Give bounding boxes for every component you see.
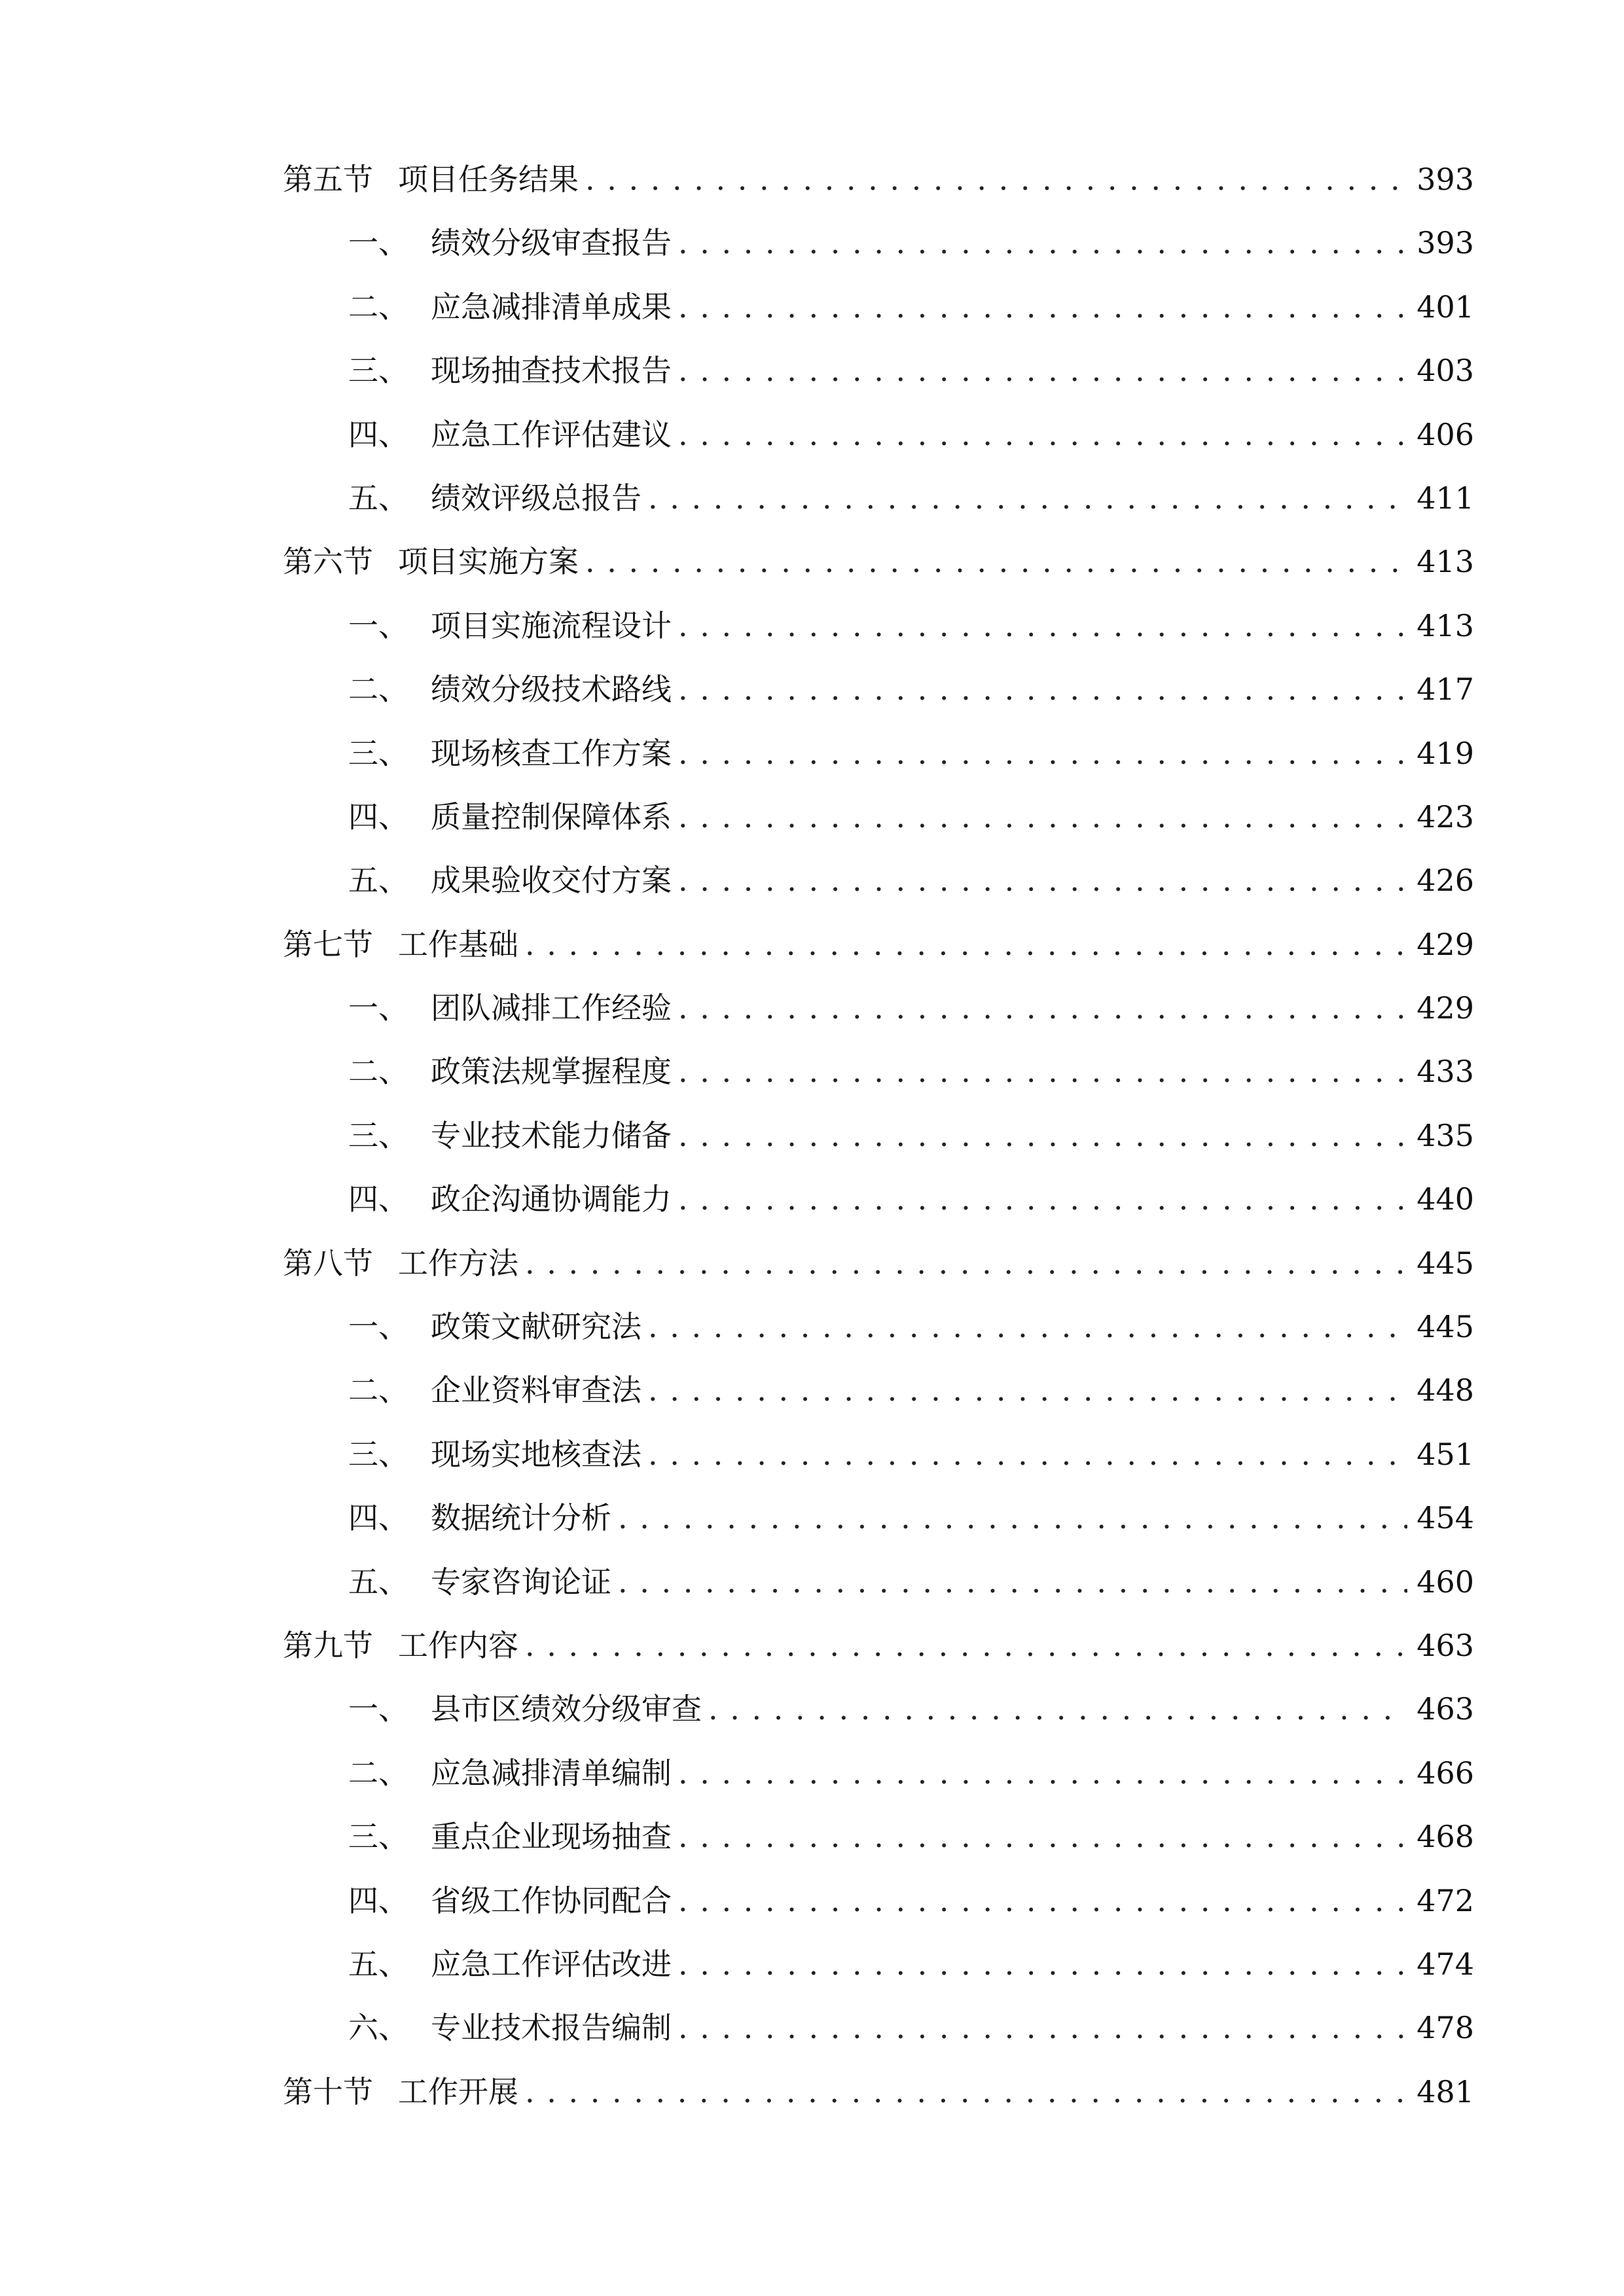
- toc-entry-title: 专业技术能力储备: [431, 1117, 672, 1153]
- dot-leader: [585, 530, 1407, 594]
- toc-entry-page: 448: [1416, 1372, 1474, 1408]
- toc-entry-page: 393: [1416, 225, 1474, 261]
- toc-entry-title: 数据统计分析: [431, 1500, 611, 1536]
- toc-entry-page: 440: [1416, 1181, 1474, 1217]
- dot-leader: [648, 1359, 1407, 1422]
- toc-entry[interactable]: [283, 1677, 1474, 1741]
- toc-entry-page: 413: [1416, 607, 1474, 643]
- dot-leader: [525, 913, 1407, 977]
- toc-entry-number: 二、: [348, 1755, 408, 1791]
- toc-entry-page: 413: [1416, 544, 1474, 580]
- toc-entry-number: 一、: [348, 1309, 408, 1345]
- dot-leader: [678, 658, 1407, 721]
- toc-entry[interactable]: [283, 148, 1474, 211]
- toc-entry[interactable]: [283, 276, 1474, 339]
- toc-entry-number: 五、: [348, 480, 408, 516]
- toc-entry[interactable]: [283, 211, 1474, 275]
- toc-entry-page: 417: [1416, 672, 1474, 708]
- toc-entry-title: 应急减排清单成果: [431, 289, 672, 325]
- dot-leader: [678, 1805, 1407, 1869]
- toc-entry-number: 四、: [348, 1500, 408, 1536]
- dot-leader: [678, 1869, 1407, 1933]
- toc-entry-number: 五、: [348, 1946, 408, 1982]
- toc-entry[interactable]: [283, 722, 1474, 785]
- toc-entry-title: 团队减排工作经验: [431, 990, 672, 1026]
- toc-entry[interactable]: [283, 1805, 1474, 1869]
- toc-entry[interactable]: [283, 1742, 1474, 1805]
- toc-entry-title: 应急工作评估改进: [431, 1946, 672, 1982]
- toc-entry[interactable]: [283, 1040, 1474, 1103]
- dot-leader: [678, 1996, 1407, 2060]
- toc-entry-page: 445: [1416, 1309, 1474, 1345]
- toc-entry-page: 393: [1416, 162, 1474, 197]
- toc-entry[interactable]: [283, 1423, 1474, 1486]
- toc-entry-number: 一、: [348, 1691, 408, 1727]
- dot-leader: [678, 722, 1407, 785]
- toc-entry-title: 现场抽查技术报告: [431, 353, 672, 389]
- toc-entry-title: 现场实地核查法: [431, 1436, 641, 1472]
- toc-entry[interactable]: [283, 339, 1474, 403]
- toc-entry[interactable]: [283, 1996, 1474, 2060]
- dot-leader: [678, 1933, 1407, 1996]
- dot-leader: [618, 1486, 1407, 1550]
- toc-entry-title: 企业资料审查法: [431, 1372, 641, 1408]
- toc-entry-title: 政企沟通协调能力: [431, 1181, 672, 1217]
- toc-entry-title: 专家咨询论证: [431, 1564, 611, 1600]
- toc-entry-page: 463: [1416, 1627, 1474, 1663]
- dot-leader: [678, 1104, 1407, 1168]
- dot-leader: [585, 148, 1407, 211]
- table-of-contents: [283, 148, 1474, 2124]
- toc-entry-page: 451: [1416, 1436, 1474, 1472]
- toc-entry-page: 478: [1416, 2010, 1474, 2046]
- toc-entry-number: 一、: [348, 225, 408, 261]
- toc-entry-page: 429: [1416, 990, 1474, 1026]
- toc-entry[interactable]: [283, 1295, 1474, 1359]
- toc-entry[interactable]: [283, 1168, 1474, 1231]
- toc-entry[interactable]: [283, 1933, 1474, 1996]
- toc-entry-title: 专业技术报告编制: [431, 2010, 672, 2046]
- toc-entry-page: 411: [1416, 480, 1474, 516]
- toc-entry-title: 应急工作评估建议: [431, 416, 672, 452]
- toc-entry[interactable]: [283, 1104, 1474, 1168]
- toc-entry-number: 四、: [348, 798, 408, 834]
- toc-entry[interactable]: [283, 594, 1474, 658]
- dot-leader: [678, 1742, 1407, 1805]
- toc-entry-number: 二、: [348, 672, 408, 708]
- toc-entry-page: 474: [1416, 1946, 1474, 1982]
- toc-entry-number: 第九节: [283, 1627, 373, 1663]
- toc-entry-page: 463: [1416, 1691, 1474, 1727]
- toc-entry-number: 二、: [348, 1054, 408, 1090]
- toc-entry-title: 应急减排清单编制: [431, 1755, 672, 1791]
- toc-entry-number: 第十节: [283, 2073, 373, 2109]
- toc-entry-page: 472: [1416, 1882, 1474, 1918]
- toc-entry-number: 三、: [348, 735, 408, 771]
- dot-leader: [678, 211, 1407, 275]
- toc-entry[interactable]: [283, 1486, 1474, 1550]
- toc-entry-page: 468: [1416, 1819, 1474, 1855]
- dot-leader: [648, 467, 1407, 530]
- dot-leader: [678, 849, 1407, 912]
- toc-entry-page: 460: [1416, 1564, 1474, 1600]
- toc-entry-title: 重点企业现场抽查: [431, 1819, 672, 1855]
- toc-entry-page: 445: [1416, 1245, 1474, 1281]
- toc-entry-title: 政策文献研究法: [431, 1309, 641, 1345]
- toc-entry-number: 二、: [348, 1372, 408, 1408]
- toc-entry[interactable]: [283, 1614, 1474, 1677]
- dot-leader: [678, 594, 1407, 658]
- dot-leader: [525, 1232, 1407, 1295]
- dot-leader: [678, 276, 1407, 339]
- toc-entry-title: 绩效评级总报告: [431, 480, 641, 516]
- toc-entry-number: 六、: [348, 2010, 408, 2046]
- toc-entry-page: 435: [1416, 1117, 1474, 1153]
- toc-entry[interactable]: [283, 658, 1474, 721]
- toc-entry-page: 406: [1416, 416, 1474, 452]
- toc-entry-number: 三、: [348, 1436, 408, 1472]
- toc-entry-number: 二、: [348, 289, 408, 325]
- toc-entry[interactable]: [283, 1359, 1474, 1422]
- toc-entry-title: 工作基础: [398, 926, 518, 962]
- dot-leader: [678, 339, 1407, 403]
- toc-entry-number: 三、: [348, 353, 408, 389]
- toc-entry-title: 工作方法: [398, 1245, 518, 1281]
- dot-leader: [525, 1614, 1407, 1677]
- toc-entry-page: 419: [1416, 735, 1474, 771]
- toc-entry[interactable]: [283, 785, 1474, 849]
- toc-entry[interactable]: [283, 2060, 1474, 2124]
- toc-entry-number: 第八节: [283, 1245, 373, 1281]
- toc-entry-title: 项目实施方案: [398, 544, 579, 580]
- toc-entry-page: 433: [1416, 1054, 1474, 1090]
- toc-entry-number: 三、: [348, 1117, 408, 1153]
- toc-entry-number: 四、: [348, 1882, 408, 1918]
- toc-entry-title: 成果验收交付方案: [431, 863, 672, 899]
- toc-entry[interactable]: [283, 403, 1474, 467]
- toc-entry-title: 政策法规掌握程度: [431, 1054, 672, 1090]
- dot-leader: [708, 1677, 1407, 1741]
- toc-entry-page: 429: [1416, 926, 1474, 962]
- toc-entry-title: 项目实施流程设计: [431, 607, 672, 643]
- dot-leader: [525, 2060, 1407, 2124]
- dot-leader: [678, 977, 1407, 1040]
- toc-entry-number: 四、: [348, 1181, 408, 1217]
- dot-leader: [618, 1551, 1407, 1614]
- toc-entry[interactable]: [283, 913, 1474, 977]
- toc-entry[interactable]: [283, 849, 1474, 912]
- toc-entry[interactable]: [283, 977, 1474, 1040]
- toc-entry-title: 工作开展: [398, 2073, 518, 2109]
- toc-entry-number: 五、: [348, 863, 408, 899]
- toc-entry-number: 五、: [348, 1564, 408, 1600]
- toc-entry[interactable]: [283, 1232, 1474, 1295]
- toc-entry-page: 401: [1416, 289, 1474, 325]
- toc-entry-page: 481: [1416, 2073, 1474, 2109]
- toc-entry[interactable]: [283, 467, 1474, 530]
- toc-entry-title: 绩效分级技术路线: [431, 672, 672, 708]
- toc-entry-title: 项目任务结果: [398, 162, 579, 197]
- toc-entry-number: 第六节: [283, 544, 373, 580]
- dot-leader: [648, 1423, 1407, 1486]
- dot-leader: [678, 785, 1407, 849]
- toc-entry-number: 三、: [348, 1819, 408, 1855]
- toc-entry-page: 466: [1416, 1755, 1474, 1791]
- toc-entry-page: 403: [1416, 353, 1474, 389]
- dot-leader: [678, 1168, 1407, 1231]
- toc-entry-number: 一、: [348, 607, 408, 643]
- toc-entry-page: 423: [1416, 798, 1474, 834]
- toc-entry-title: 现场核查工作方案: [431, 735, 672, 771]
- toc-entry-number: 第七节: [283, 926, 373, 962]
- toc-entry-number: 第五节: [283, 162, 373, 197]
- toc-entry-page: 426: [1416, 863, 1474, 899]
- toc-entry-title: 县市区绩效分级审查: [431, 1691, 702, 1727]
- toc-entry-number: 四、: [348, 416, 408, 452]
- toc-entry-title: 绩效分级审查报告: [431, 225, 672, 261]
- toc-entry-title: 工作内容: [398, 1627, 518, 1663]
- toc-entry-title: 质量控制保障体系: [431, 798, 672, 834]
- dot-leader: [678, 403, 1407, 467]
- toc-entry-number: 一、: [348, 990, 408, 1026]
- toc-entry[interactable]: [283, 530, 1474, 594]
- dot-leader: [678, 1040, 1407, 1103]
- toc-entry[interactable]: [283, 1551, 1474, 1614]
- toc-entry[interactable]: [283, 1869, 1474, 1933]
- toc-entry-page: 454: [1416, 1500, 1474, 1536]
- toc-entry-title: 省级工作协同配合: [431, 1882, 672, 1918]
- dot-leader: [648, 1295, 1407, 1359]
